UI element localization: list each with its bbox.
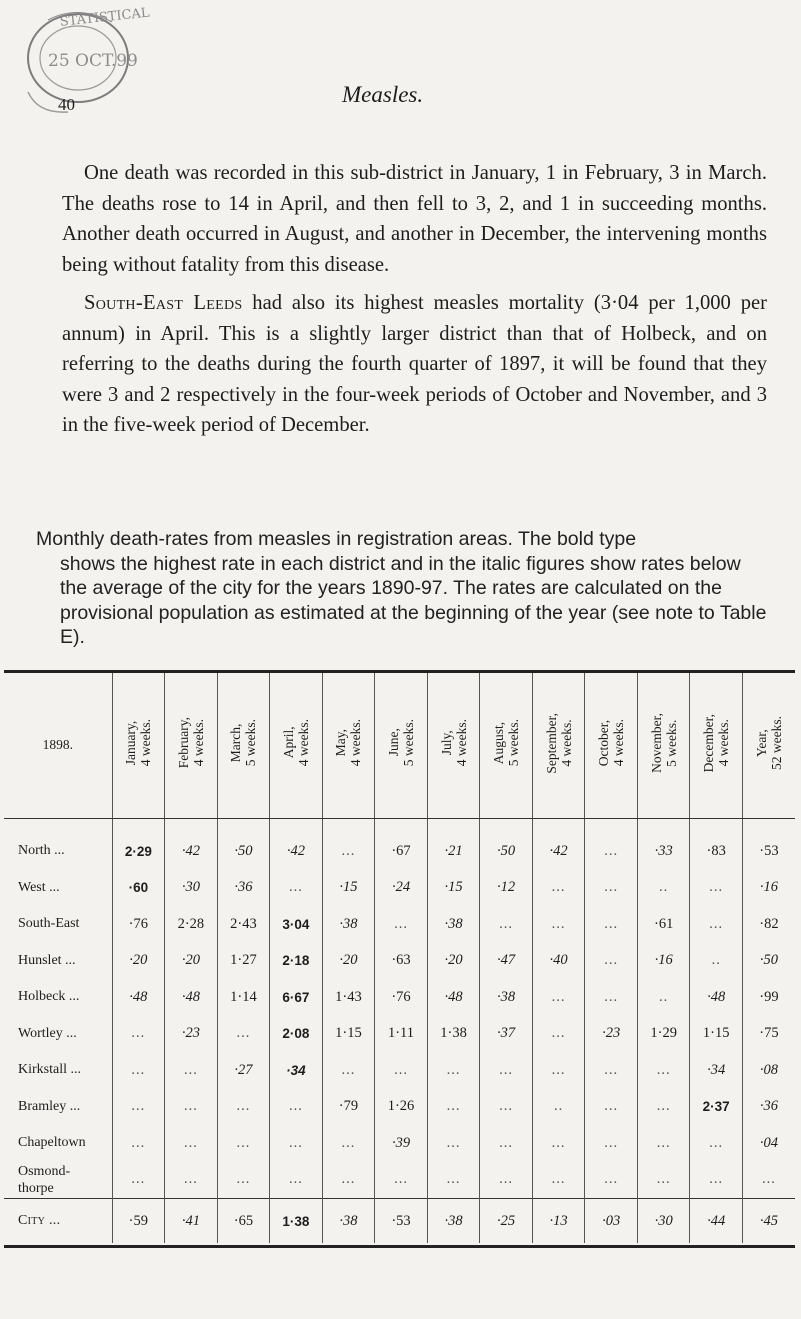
rate-cell: ... xyxy=(585,943,638,980)
rate-cell: ·65 xyxy=(217,1199,270,1244)
rate-cell: ·12 xyxy=(480,870,533,907)
rate-cell: ·03 xyxy=(585,1199,638,1244)
rate-cell: ... xyxy=(427,1089,480,1126)
column-header-label: August, 5 weeks. xyxy=(491,719,522,767)
rate-cell: ·34 xyxy=(690,1052,743,1089)
table-row xyxy=(4,943,795,980)
rate-cell: ... xyxy=(480,1162,533,1199)
table-header-row xyxy=(4,673,795,819)
rate-cell: ·40 xyxy=(532,943,585,980)
table-row xyxy=(4,979,795,1016)
rate-cell: ·36 xyxy=(742,1089,795,1126)
rate-cell: ... xyxy=(427,1052,480,1089)
paragraph-south-east xyxy=(62,288,767,441)
rate-cell: ... xyxy=(217,1162,270,1199)
rate-cell: ·20 xyxy=(112,943,165,980)
rate-cell: ·16 xyxy=(637,943,690,980)
rate-cell: ·38 xyxy=(427,906,480,943)
rate-cell: 1·15 xyxy=(322,1016,375,1053)
rate-cell: ·37 xyxy=(480,1016,533,1053)
rate-cell: ... xyxy=(532,906,585,943)
rate-cell: ... xyxy=(270,1125,323,1162)
rate-cell: ... xyxy=(322,1052,375,1089)
rate-cell: 1·29 xyxy=(637,1016,690,1053)
rate-cell: ... xyxy=(585,819,638,870)
rate-cell: ·30 xyxy=(165,870,218,907)
page-number: 40 xyxy=(58,95,75,114)
rate-cell: ·44 xyxy=(690,1199,743,1244)
rate-cell: 1·14 xyxy=(217,979,270,1016)
district-name: Osmond- thorpe xyxy=(18,1163,71,1196)
rate-cell: ... xyxy=(532,1162,585,1199)
rate-cell: ·42 xyxy=(532,819,585,870)
rate-cell: ... xyxy=(322,1125,375,1162)
rate-cell: ... xyxy=(585,1052,638,1089)
table-row xyxy=(4,1016,795,1053)
column-header xyxy=(375,673,428,819)
rate-cell: ·23 xyxy=(585,1016,638,1053)
rate-cell: ·38 xyxy=(427,1199,480,1244)
column-header xyxy=(690,673,743,819)
rate-cell: ... xyxy=(637,1089,690,1126)
rate-cell: ·34 xyxy=(270,1052,323,1089)
rate-cell: ... xyxy=(112,1125,165,1162)
rate-cell: ·38 xyxy=(480,979,533,1016)
column-header xyxy=(322,673,375,819)
rate-cell: ·48 xyxy=(112,979,165,1016)
column-header-label: January, 4 weeks. xyxy=(123,719,154,767)
rate-cell: ·61 xyxy=(637,906,690,943)
rate-cell: ... xyxy=(270,1089,323,1126)
caption-rest: shows the highest rate in each district and in the italic figures show rates below the average of the city for the years 1890-97. The rates are calculated on the provisional population as estimated at the beginning of the year (see note to Table E). xyxy=(60,552,767,648)
column-header-label: May, 4 weeks. xyxy=(333,719,364,767)
rate-cell: ... xyxy=(480,1052,533,1089)
rate-cell: .. xyxy=(637,870,690,907)
rate-cell: ... xyxy=(585,1125,638,1162)
rate-cell: ... xyxy=(322,819,375,870)
rate-cell: ... xyxy=(217,1089,270,1126)
rate-cell: 1·38 xyxy=(270,1199,323,1244)
table-row xyxy=(4,1199,795,1244)
rate-cell: 2·28 xyxy=(165,906,218,943)
rate-cell: ... xyxy=(585,979,638,1016)
rate-cell: ... xyxy=(165,1089,218,1126)
column-header xyxy=(637,673,690,819)
rate-cell: ·27 xyxy=(217,1052,270,1089)
district-name: North ... xyxy=(18,843,65,859)
rate-cell: ·42 xyxy=(165,819,218,870)
column-header-label: July, 4 weeks. xyxy=(438,719,469,767)
rate-cell: ·33 xyxy=(637,819,690,870)
rate-cell: 2·43 xyxy=(217,906,270,943)
rate-cell: ·38 xyxy=(322,906,375,943)
district-name: West ... xyxy=(18,879,60,895)
rate-cell: 1·27 xyxy=(217,943,270,980)
rate-cell: ·45 xyxy=(742,1199,795,1244)
rate-cell: ... xyxy=(532,1052,585,1089)
rate-cell: ... xyxy=(585,906,638,943)
rates-table-wrapper xyxy=(4,670,795,1248)
column-header-label: June, 5 weeks. xyxy=(386,719,416,767)
rate-cell: ·24 xyxy=(375,870,428,907)
rate-cell: 1·15 xyxy=(690,1016,743,1053)
district-name: South-East xyxy=(18,916,80,932)
rate-cell: ·99 xyxy=(742,979,795,1016)
district-name: Bramley ... xyxy=(18,1098,81,1114)
rate-cell: ... xyxy=(427,1125,480,1162)
rate-cell: ·47 xyxy=(480,943,533,980)
rate-cell: ·82 xyxy=(742,906,795,943)
rate-cell: ... xyxy=(637,1125,690,1162)
rate-cell: ... xyxy=(585,1089,638,1126)
rate-cell: .. xyxy=(637,979,690,1016)
column-header-label: Year, 52 weeks. xyxy=(753,716,784,770)
rate-cell: ... xyxy=(532,1125,585,1162)
rate-cell: ... xyxy=(165,1052,218,1089)
table-row xyxy=(4,1089,795,1126)
rate-cell: 2·29 xyxy=(112,819,165,870)
rate-cell: 2·18 xyxy=(270,943,323,980)
table-row xyxy=(4,819,795,870)
rate-cell: ... xyxy=(585,870,638,907)
district-name: Chapeltown xyxy=(18,1135,86,1151)
table-row xyxy=(4,1162,795,1199)
rate-cell: 1·38 xyxy=(427,1016,480,1053)
rate-cell: ... xyxy=(690,870,743,907)
district-name: Wortley ... xyxy=(18,1025,77,1041)
rate-cell: ... xyxy=(532,870,585,907)
rate-cell: ... xyxy=(375,1162,428,1199)
district-name: Hunslet ... xyxy=(18,952,76,968)
paragraph-body: had also its highest measles mortality (3·04 per 1,000 per annum) in April. This is a slightly larger district than that of Holbeck, and on referring to the deaths during the fourth quarter of 1897, it will be found that they were 3 and 2 respectively in the four-week periods of October and November, and 3 in the five-week period of December. xyxy=(62,292,767,436)
table-row xyxy=(4,1125,795,1162)
rate-cell: ·50 xyxy=(480,819,533,870)
rate-cell: 1·43 xyxy=(322,979,375,1016)
rate-cell: ... xyxy=(637,1162,690,1199)
rate-cell: ·76 xyxy=(112,906,165,943)
rate-cell: ·38 xyxy=(322,1199,375,1244)
rate-cell: ·16 xyxy=(742,870,795,907)
column-header-label: October, 4 weeks. xyxy=(596,719,627,767)
district-name: City ... xyxy=(4,1199,112,1244)
rate-cell: ·39 xyxy=(375,1125,428,1162)
rate-cell: .. xyxy=(532,1089,585,1126)
rate-cell: ... xyxy=(270,1162,323,1199)
rate-cell: ... xyxy=(480,1125,533,1162)
district-name: Kirkstall ... xyxy=(18,1062,81,1078)
rate-cell: ·21 xyxy=(427,819,480,870)
rate-cell: ... xyxy=(532,979,585,1016)
rate-cell: ... xyxy=(270,870,323,907)
rate-cell: ·30 xyxy=(637,1199,690,1244)
column-header xyxy=(165,673,218,819)
rate-cell: ... xyxy=(480,1089,533,1126)
rate-cell: ... xyxy=(690,1162,743,1199)
rate-cell: ... xyxy=(427,1162,480,1199)
table-body xyxy=(4,819,795,1244)
rate-cell: ... xyxy=(112,1052,165,1089)
table-caption xyxy=(36,527,771,650)
rate-cell: ·23 xyxy=(165,1016,218,1053)
rate-cell: ... xyxy=(690,906,743,943)
column-header-label: November, 5 weeks. xyxy=(648,713,679,773)
monthly-rates-table xyxy=(4,673,795,1243)
column-header xyxy=(112,673,165,819)
rate-cell: ·41 xyxy=(165,1199,218,1244)
column-header-label: April, 4 weeks. xyxy=(280,719,311,767)
rate-cell: ·36 xyxy=(217,870,270,907)
rate-cell: ·48 xyxy=(165,979,218,1016)
rate-cell: ... xyxy=(637,1052,690,1089)
table-bottom-rule xyxy=(4,1245,795,1248)
svg-text:STATISTICAL: STATISTICAL xyxy=(59,5,151,30)
table-row xyxy=(4,906,795,943)
rate-cell: ·42 xyxy=(270,819,323,870)
rate-cell: 3·04 xyxy=(270,906,323,943)
column-header-label: March, 5 weeks. xyxy=(228,719,259,767)
rate-cell: 6·67 xyxy=(270,979,323,1016)
rate-cell: ·50 xyxy=(217,819,270,870)
rate-cell: ... xyxy=(112,1089,165,1126)
column-header xyxy=(427,673,480,819)
rate-cell: ·83 xyxy=(690,819,743,870)
rate-cell: ... xyxy=(375,906,428,943)
rate-cell: ... xyxy=(165,1162,218,1199)
rate-cell: ... xyxy=(322,1162,375,1199)
column-header xyxy=(585,673,638,819)
rate-cell: ·76 xyxy=(375,979,428,1016)
column-header xyxy=(480,673,533,819)
rate-cell: ·15 xyxy=(322,870,375,907)
rate-cell: ... xyxy=(585,1162,638,1199)
column-header-label: September, 4 weeks. xyxy=(543,712,574,774)
rate-cell: ... xyxy=(217,1016,270,1053)
rate-cell: ·60 xyxy=(112,870,165,907)
rate-cell: ·20 xyxy=(427,943,480,980)
rate-cell: ·48 xyxy=(427,979,480,1016)
rate-cell: ... xyxy=(375,1052,428,1089)
rate-cell: ... xyxy=(742,1162,795,1199)
rate-cell: ... xyxy=(480,906,533,943)
rate-cell: ·59 xyxy=(112,1199,165,1244)
rate-cell: ·15 xyxy=(427,870,480,907)
running-title: Measles. xyxy=(342,82,424,107)
caption-first-line: Monthly death-rates from measles in registration areas. The bold type xyxy=(36,528,637,550)
rate-cell: ... xyxy=(112,1016,165,1053)
rate-cell: ... xyxy=(532,1016,585,1053)
column-header xyxy=(532,673,585,819)
rate-cell: ·48 xyxy=(690,979,743,1016)
year-header: 1898. xyxy=(4,673,112,819)
rate-cell: 1·11 xyxy=(375,1016,428,1053)
rate-cell: ·63 xyxy=(375,943,428,980)
rate-cell: ·13 xyxy=(532,1199,585,1244)
rate-cell: ·53 xyxy=(375,1199,428,1244)
rate-cell: 1·26 xyxy=(375,1089,428,1126)
rate-cell: ... xyxy=(217,1125,270,1162)
rate-cell: ·79 xyxy=(322,1089,375,1126)
rate-cell: ·08 xyxy=(742,1052,795,1089)
rate-cell: ... xyxy=(690,1125,743,1162)
column-header xyxy=(742,673,795,819)
column-header xyxy=(270,673,323,819)
rate-cell: ·20 xyxy=(322,943,375,980)
column-header xyxy=(217,673,270,819)
rate-cell: ·50 xyxy=(742,943,795,980)
rate-cell: ... xyxy=(165,1125,218,1162)
rate-cell: ·25 xyxy=(480,1199,533,1244)
rate-cell: 2·37 xyxy=(690,1089,743,1126)
rate-cell: ·67 xyxy=(375,819,428,870)
rate-cell: ·04 xyxy=(742,1125,795,1162)
paragraph-lead: South-East Leeds xyxy=(84,292,243,314)
rate-cell: ... xyxy=(112,1162,165,1199)
district-name: Holbeck ... xyxy=(18,989,80,1005)
column-header-label: February, 4 weeks. xyxy=(175,717,206,769)
rate-cell: ·53 xyxy=(742,819,795,870)
table-row xyxy=(4,870,795,907)
table-row xyxy=(4,1052,795,1089)
rate-cell: ·20 xyxy=(165,943,218,980)
rate-cell: ·75 xyxy=(742,1016,795,1053)
paragraph-holbeck: One death was recorded in this sub-district in January, 1 in February, 3 in March. The deaths rose to 14 in April, and then fell to 3, 2, and 1 in succeeding months. Another death occurred in August, and another in December, the intervening months being without fatality from this disease. xyxy=(62,162,767,276)
column-header-label: December, 4 weeks. xyxy=(701,713,732,773)
rate-cell: 2·08 xyxy=(270,1016,323,1053)
svg-text:25 OCT.99: 25 OCT.99 xyxy=(48,51,138,71)
rate-cell: .. xyxy=(690,943,743,980)
